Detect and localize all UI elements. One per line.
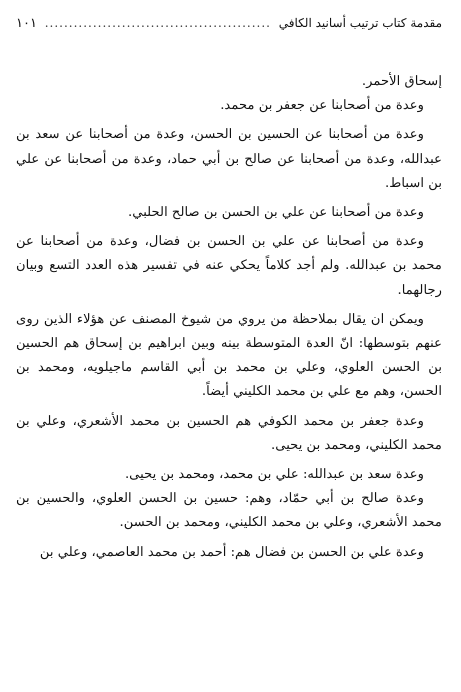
paragraph: وعدة من أصحابنا عن علي بن الحسن بن فضال، وعدة من أصحابنا عن محمد بن عبدالله. ولم أجد كلاماً يحكي عنه في تفسير هذه العدد التسع وبيان رجالهما. [16,234,442,298]
running-header [16,12,442,34]
leader-dots: ............................................... [44,16,271,30]
running-title: مقدمة كتاب ترتيب أسانيد الكافي [278,16,442,30]
paragraph: وعدة سعد بن عبدالله: علي بن محمد، ومحمد بن يحيى. [124,467,424,483]
paragraph: وعدة علي بن الحسن بن فضال هم: أحمد بن محمد العاصمي، وعلي بن [39,544,424,560]
paragraph: وعدة من أصحابنا عن جعفر بن محمد. [220,98,424,114]
paragraph: وعدة من أصحابنا عن علي بن الحسن بن صالح الحلبي. [128,205,424,221]
paragraph: وعدة من أصحابنا عن الحسين بن الحسن، وعدة من أصحابنا عن سعد بن عبدالله، وعدة من أصحابنا عن صالح بن أبي حماد، وعدة من أصحابنا عن علي بن اسباط. [16,127,442,191]
paragraph: ويمكن ان يقال بملاحظة من يروي من شيوخ المصنف عن هؤلاء الذين روى عنهم بتوسطها: انّ العدة المتوسطة بينه وبين ابراهيم بن إسحاق هم الحسين بن الحسن العلوي، وعلي بن محمد بن أبي القاسم ماجيلويه، ومحمد بن الحسن، وهم مع علي بن محمد الكليني أيضاً. [16,311,442,400]
page-body [16,70,442,565]
paragraph: وعدة جعفر بن محمد الكوفي هم الحسين بن محمد الأشعري، وعلي بن محمد الكليني، ومحمد بن يحيى. [16,413,442,453]
paragraph: إسحاق الأحمر. [361,74,442,89]
page-number: ١٠١ [16,16,37,31]
paragraph: وعدة صالح بن أبي حمّاد، وهم: حسين بن الحسن العلوي، والحسين بن محمد الأشعري، وعلي بن محمد الكليني، ومحمد بن الحسن. [16,491,442,531]
book-page [16,12,442,684]
